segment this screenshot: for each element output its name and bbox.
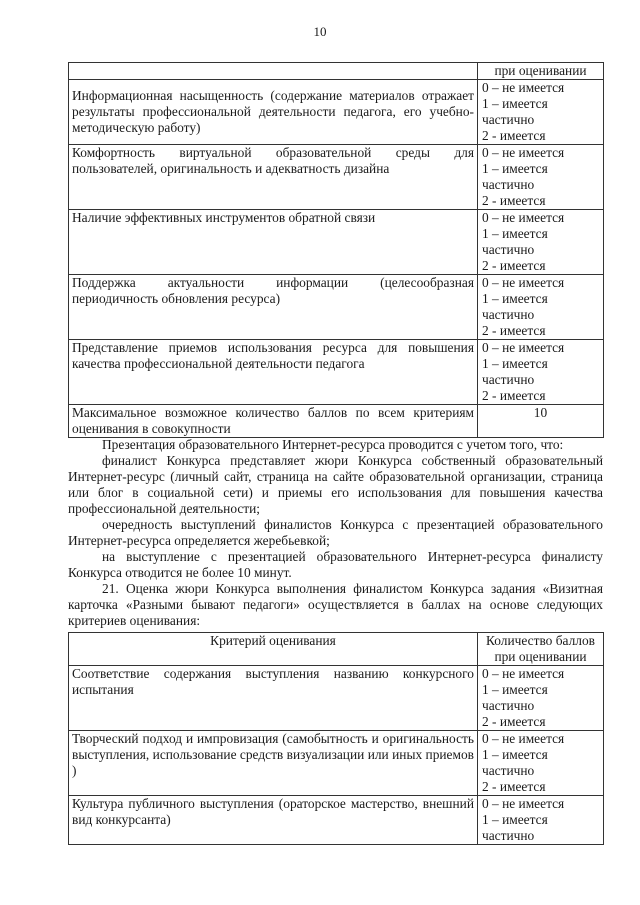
table-total-row [69,405,604,438]
score-cell [478,145,604,210]
paragraph: очередность выступлений финалистов Конкурса с презентацией образовательного Интернет-ресурса определяется жеребьевкой; [68,517,603,548]
criterion-cell: Комфортность виртуальной образовательной среды для пользователей, оригинальность и адекватность дизайна [69,145,478,210]
score-cell [478,340,604,405]
score-line: частично [482,763,535,778]
score-cell [478,210,604,275]
paragraph: на выступление с презентацией образовательного Интернет-ресурса финалисту Конкурса отводится не более 10 минут. [68,549,603,580]
score-line: частично [482,372,535,387]
total-value-cell: 10 [478,405,604,438]
score-line: 2 - имеется [482,779,546,794]
score-line: частично [482,112,535,127]
header-right-cell: при оценивании [478,63,604,80]
score-line: частично [482,177,535,192]
score-line: 2 - имеется [482,258,546,273]
score-cell [478,731,604,796]
table-header-row [69,63,604,80]
score-line: 1 – имеется [482,161,548,176]
table-row [69,340,604,405]
body-text [68,437,603,629]
table-header-row [69,633,604,666]
score-line: 2 - имеется [482,388,546,403]
score-line: 1 – имеется [482,682,548,697]
score-line: частично [482,242,535,257]
table-row [69,796,604,845]
criterion-cell: Наличие эффективных инструментов обратной связи [69,210,478,275]
score-line: частично [482,698,535,713]
criterion-cell: Соответствие содержания выступления названию конкурсного испытания [69,666,478,731]
header-right-line: Количество баллов [486,633,595,648]
score-cell [478,275,604,340]
score-line: 2 - имеется [482,193,546,208]
paragraph: 21. Оценка жюри Конкурса выполнения финалистом Конкурса задания «Визитная карточка «Разными бывают педагоги» осуществляется в баллах на основе следующих критериев оценивания: [68,581,603,628]
criterion-cell: Поддержка актуальности информации (целесообразная периодичность обновления ресурса) [69,275,478,340]
table-row [69,731,604,796]
score-line: 1 – имеется [482,226,548,241]
criterion-text: Информационная насыщенность (содержание материалов отражает результаты профессиональной деятельности педагога, его учебно-методическую работу) [72,88,474,135]
score-line: 1 – имеется [482,356,548,371]
score-line: 2 - имеется [482,128,546,143]
score-line: частично [482,828,535,843]
criterion-cell: Представление приемов использования ресурса для повышения качества профессиональной деятельности педагога [69,340,478,405]
header-left-cell: Критерий оценивания [69,633,478,666]
table-row [69,275,604,340]
criterion-cell [69,80,478,145]
score-line: 0 – не имеется [482,80,565,95]
criterion-cell: Культура публичного выступления (ораторское мастерство, внешний вид конкурсанта) [69,796,478,845]
score-line: 0 – не имеется [482,796,565,811]
header-left-cell [69,63,478,80]
total-label-cell: Максимальное возможное количество баллов по всем критериям оценивания в совокупности [69,405,478,438]
score-line: 0 – не имеется [482,275,565,290]
score-line: 1 – имеется [482,291,548,306]
table-row [69,80,604,145]
table-row [69,145,604,210]
score-line: 1 – имеется [482,812,548,827]
score-line: 1 – имеется [482,747,548,762]
score-cell [478,80,604,145]
criteria-table-presentation [68,62,604,438]
score-line: 1 – имеется [482,96,548,111]
header-right-line: при оценивании [494,649,587,664]
paragraph: финалист Конкурса представляет жюри Конкурса собственный образовательный Интернет-ресурс (личный сайт, страница на сайте образовательной организации, страница или блог в социальной сети) и приемы его использования для повышения качества профессиональной деятельности; [68,453,603,516]
score-line: 0 – не имеется [482,210,565,225]
score-line: 2 - имеется [482,323,546,338]
score-line: 0 – не имеется [482,145,565,160]
score-cell [478,666,604,731]
page-number: 10 [313,24,327,39]
score-line: 0 – не имеется [482,666,565,681]
criteria-table-business-card [68,632,604,845]
header-right-cell [478,633,604,666]
score-line: частично [482,307,535,322]
score-cell [478,796,604,845]
score-line: 2 - имеется [482,714,546,729]
table-row [69,210,604,275]
score-line: 0 – не имеется [482,731,565,746]
score-line: 0 – не имеется [482,340,565,355]
paragraph: Презентация образовательного Интернет-ресурса проводится с учетом того, что: [102,437,564,452]
table-row [69,666,604,731]
criterion-cell: Творческий подход и импровизация (самобытность и оригинальность выступления, использование средств визуализации или иных приемов ) [69,731,478,796]
